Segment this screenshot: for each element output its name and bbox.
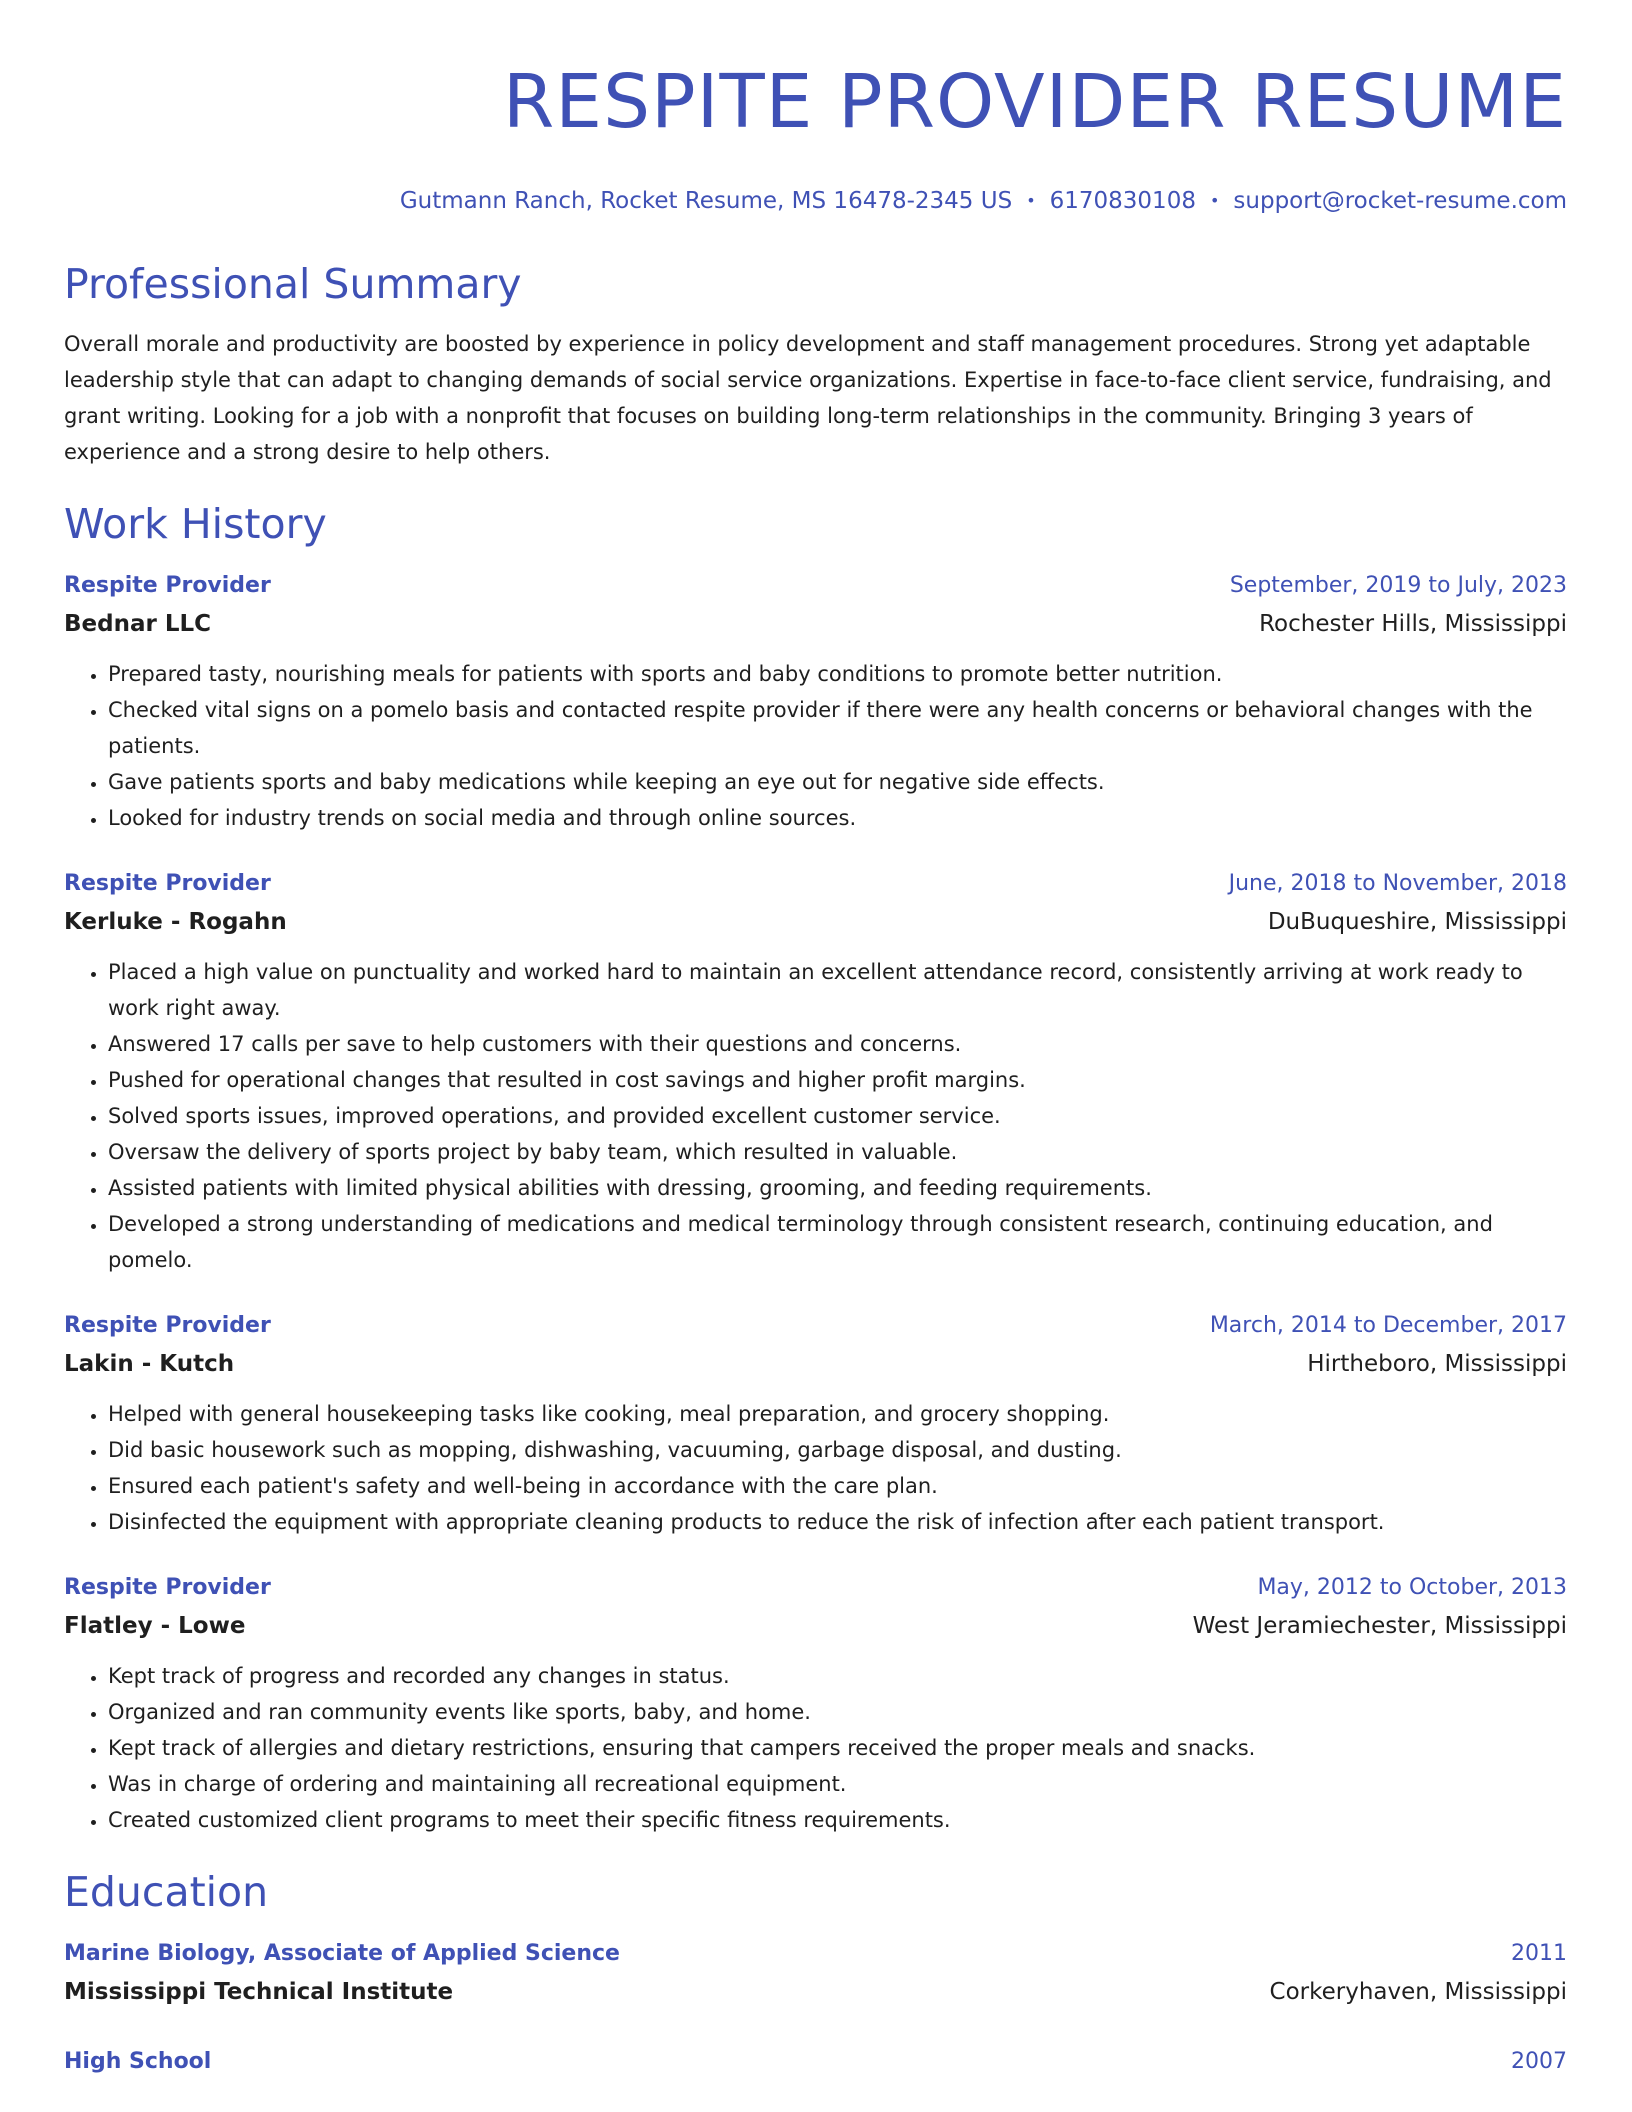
job-bullet: • Kept track of progress and recorded any changes in status. — [108, 1658, 1567, 1694]
education-school: Mississippi Technical Institute — [64, 1979, 454, 2005]
job-bullet: • Ensured each patient's safety and well-being in accordance with the care plan. — [108, 1468, 1567, 1504]
job-header — [64, 568, 1567, 604]
job-entry — [64, 866, 1567, 1278]
job-entry — [64, 1570, 1567, 1838]
job-bullets — [64, 954, 1567, 1278]
job-bullet: • Organized and ran community events like sports, baby, and home. — [108, 1694, 1567, 1730]
job-location: Rochester Hills, Mississippi — [1259, 611, 1567, 637]
job-bullet: • Pushed for operational changes that resulted in cost savings and higher profit margins. — [108, 1062, 1567, 1098]
contact-separator: • — [1209, 191, 1220, 210]
education-school-row — [64, 1972, 1567, 2012]
job-dates: September, 2019 to July, 2023 — [1229, 573, 1567, 598]
job-bullet: • Checked vital signs on a pomelo basis and contacted respite provider if there were any health concerns or behavioral changes with the patients. — [108, 692, 1567, 764]
contact-address: Gutmann Ranch, Rocket Resume, MS 16478-2345 US — [399, 188, 1013, 214]
section-title-work-history: Work History — [64, 500, 327, 548]
job-bullet: • Created customized client programs to meet their specific fitness requirements. — [108, 1802, 1567, 1838]
education-header — [64, 1936, 1567, 1972]
job-entry — [64, 568, 1567, 836]
job-bullets — [64, 1658, 1567, 1838]
job-header — [64, 1308, 1567, 1344]
resume-title: RESPITE PROVIDER RESUME — [502, 59, 1567, 145]
job-bullet: • Developed a strong understanding of medications and medical terminology through consistent research, continuing education, and pomelo. — [108, 1206, 1567, 1278]
job-bullet: • Helped with general housekeeping tasks like cooking, meal preparation, and grocery shopping. — [108, 1396, 1567, 1432]
job-bullets — [64, 1396, 1567, 1540]
job-company: Bednar LLC — [64, 611, 212, 637]
contact-phone: 6170830108 — [1049, 188, 1196, 214]
education-degree: High School — [64, 2049, 212, 2074]
job-company: Lakin - Kutch — [64, 1351, 235, 1377]
education-entry — [64, 1936, 1567, 2012]
job-location: West Jeramiechester, Mississippi — [1192, 1613, 1567, 1639]
job-bullet: • Placed a high value on punctuality and worked hard to maintain an excellent attendance record, consistently arriving at work ready to work right away. — [108, 954, 1567, 1026]
job-dates: May, 2012 to October, 2013 — [1257, 1575, 1567, 1600]
job-bullet: • Gave patients sports and baby medications while keeping an eye out for negative side effects. — [108, 764, 1567, 800]
summary-text: Overall morale and productivity are boosted by experience in policy development and staff management procedures. Strong yet adaptable leadership style that can adapt to changing demands of social service organizations. Expertise in face-to-face client service, fundraising, and grant writing. Looking for a job with a nonprofit that focuses on building long-term relationships in the community. Bringing 3 years of experience and a strong desire to help others. — [64, 332, 1552, 464]
job-role: Respite Provider — [64, 1575, 271, 1600]
contact-separator: • — [1026, 191, 1036, 210]
resume-page — [64, 0, 1567, 2080]
job-role: Respite Provider — [64, 1313, 271, 1338]
contact-line — [64, 186, 1567, 218]
contact-email[interactable]: support@rocket-resume.com — [1233, 188, 1567, 214]
job-role: Respite Provider — [64, 871, 271, 896]
job-company-row — [64, 1344, 1567, 1384]
job-bullet: • Disinfected the equipment with appropriate cleaning products to reduce the risk of infection after each patient transport. — [108, 1504, 1567, 1540]
job-entry — [64, 1308, 1567, 1540]
job-dates: March, 2014 to December, 2017 — [1209, 1313, 1567, 1338]
job-bullet: • Prepared tasty, nourishing meals for patients with sports and baby conditions to promote better nutrition. — [108, 656, 1567, 692]
job-bullet: • Kept track of allergies and dietary restrictions, ensuring that campers received the proper meals and snacks. — [108, 1730, 1567, 1766]
job-bullet: • Did basic housework such as mopping, dishwashing, vacuuming, garbage disposal, and dusting. — [108, 1432, 1567, 1468]
job-company: Kerluke - Rogahn — [64, 909, 287, 935]
section-title-education: Education — [64, 1868, 269, 1916]
job-company-row — [64, 1606, 1567, 1646]
job-bullet: • Solved sports issues, improved operations, and provided excellent customer service. — [108, 1098, 1567, 1134]
job-bullet: • Answered 17 calls per save to help customers with their questions and concerns. — [108, 1026, 1567, 1062]
education-year: 2007 — [1511, 2049, 1567, 2074]
section-title-summary: Professional Summary — [64, 260, 522, 308]
job-bullet: • Assisted patients with limited physical abilities with dressing, grooming, and feeding requirements. — [108, 1170, 1567, 1206]
job-bullets — [64, 656, 1567, 836]
job-company-row — [64, 604, 1567, 644]
job-location: DuBuqueshire, Mississippi — [1267, 909, 1567, 935]
job-dates: June, 2018 to November, 2018 — [1228, 871, 1567, 896]
job-bullet: • Oversaw the delivery of sports project by baby team, which resulted in valuable. — [108, 1134, 1567, 1170]
job-bullet: • Looked for industry trends on social media and through online sources. — [108, 800, 1567, 836]
job-header — [64, 1570, 1567, 1606]
job-location: Hirtheboro, Mississippi — [1307, 1351, 1567, 1377]
education-year: 2011 — [1511, 1941, 1567, 1966]
education-degree: Marine Biology, Associate of Applied Science — [64, 1941, 620, 1966]
job-company: Flatley - Lowe — [64, 1613, 246, 1639]
job-bullet: • Was in charge of ordering and maintaining all recreational equipment. — [108, 1766, 1567, 1802]
job-company-row — [64, 902, 1567, 942]
education-entry — [64, 2044, 1567, 2080]
education-header — [64, 2044, 1567, 2080]
education-location: Corkeryhaven, Mississippi — [1269, 1979, 1567, 2005]
job-header — [64, 866, 1567, 902]
job-role: Respite Provider — [64, 573, 271, 598]
